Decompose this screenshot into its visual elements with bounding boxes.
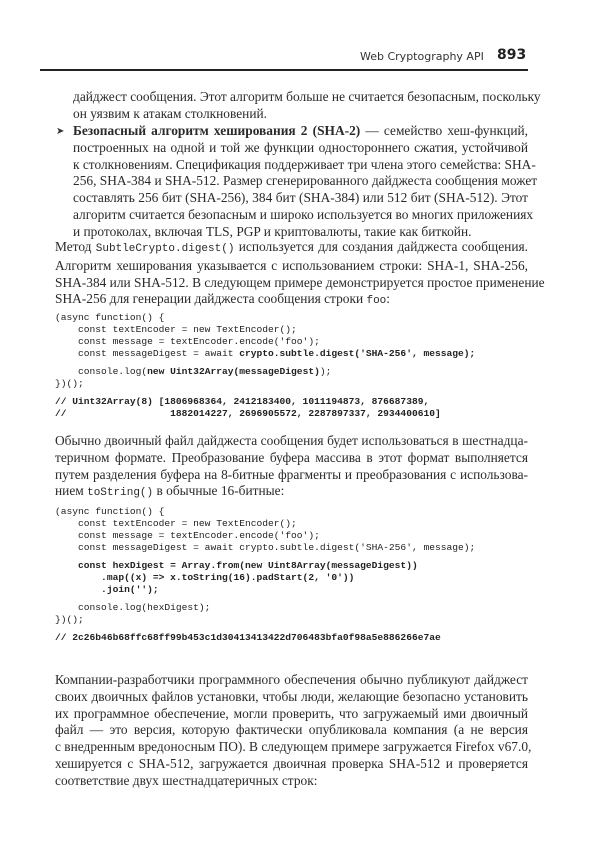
text-line bbox=[73, 140, 528, 157]
text-segment: нием bbox=[55, 483, 88, 499]
code-segment: const textEncoder = new TextEncoder(); bbox=[55, 518, 297, 529]
text-line bbox=[55, 483, 528, 502]
page-number: 893 bbox=[497, 47, 527, 63]
code-line bbox=[55, 560, 475, 572]
text-line bbox=[73, 156, 536, 174]
code-segment: })(); bbox=[55, 614, 84, 625]
code-line bbox=[55, 312, 475, 324]
paragraph-md5-end bbox=[73, 89, 541, 123]
code-segment: .join(''); bbox=[55, 584, 159, 595]
code-line bbox=[55, 348, 475, 360]
code-line bbox=[55, 366, 475, 378]
paragraph-hex-format bbox=[55, 433, 528, 502]
code-segment: // 2c26b46b68ffc68ff99b453c1d30413413422d706483bfa0f98a5e886266e7ae bbox=[55, 632, 441, 643]
text-line bbox=[73, 206, 534, 224]
code-line bbox=[55, 530, 475, 542]
code-line bbox=[55, 506, 475, 518]
text-line: файл — это версия, которую фактически опубликовала компания (а не версия bbox=[55, 722, 528, 738]
text-line: он уязвим к атакам столкновений. bbox=[73, 105, 268, 121]
code-segment: crypto.subtle.digest('SHA-256', message); bbox=[239, 348, 476, 359]
code-segment: // Uint32Array(8) [1806968364, 2412183400, 1011194873, 876687389, bbox=[55, 396, 430, 407]
code-segment: new Uint32Array(messageDigest) bbox=[147, 366, 320, 377]
text-segment: алгоритм считается безопасным и широко используется во многих приложениях bbox=[73, 206, 534, 222]
text-line bbox=[73, 190, 528, 207]
code-segment: console.log(hexDigest); bbox=[55, 602, 211, 613]
text-segment: построенных на одной и той же функции одностороннего сжатия, устойчивой bbox=[73, 139, 528, 155]
code-segment: const message = textEncoder.encode('foo'); bbox=[55, 530, 320, 541]
code-segment: })(); bbox=[55, 378, 84, 389]
text-line: SHA-384 или SHA-512. В следующем примере демонстрируется простое применение bbox=[55, 274, 545, 290]
code-line bbox=[55, 518, 475, 530]
code-block-uint32 bbox=[55, 312, 475, 420]
text-line: Обычно двоичный файл дайджеста сообщения будет использоваться в шестнадца- bbox=[55, 433, 528, 448]
text-segment: используется для создания дайджеста сообщения. bbox=[234, 239, 528, 254]
text-segment: к столкновениям. Спецификация поддерживает три члена этого семейства: SHA- bbox=[73, 156, 536, 172]
bullet-arrow-icon: ➤ bbox=[56, 126, 65, 137]
code-segment: // 1882014227, 2696905572, 2287897337, 2934400610] bbox=[55, 408, 441, 419]
text-line: Алгоритм хеширования указывается с использованием строки: SHA-1, SHA-256, bbox=[55, 257, 528, 273]
inline-code: toString() bbox=[87, 487, 154, 500]
code-segment: .map((x) => x.toString(16).padStart(2, '0')) bbox=[55, 572, 355, 583]
code-line bbox=[55, 408, 475, 420]
header-rule bbox=[40, 69, 528, 71]
code-segment: console.log( bbox=[55, 366, 148, 377]
text-segment: 256, SHA-384 и SHA-512. Размер сгенерированного дайджеста сообщения может bbox=[73, 173, 538, 189]
code-segment: ); bbox=[319, 366, 332, 377]
text-line bbox=[55, 291, 528, 310]
inline-code: foo bbox=[366, 295, 387, 308]
text-line bbox=[73, 173, 538, 190]
paragraph-digest-method bbox=[55, 239, 545, 310]
code-line bbox=[55, 324, 475, 336]
text-segment: в обычные 16-битные: bbox=[153, 483, 285, 499]
text-line: теричном формате. Преобразование буфера массива в этот формат выполняется bbox=[55, 449, 528, 465]
inline-code: SubtleCrypto.digest() bbox=[95, 243, 235, 255]
code-line bbox=[55, 632, 475, 644]
text-line: их программное обеспечение, могли проверить, что загружаемый ими двоичный bbox=[55, 705, 528, 721]
text-line: путем разделения буфера на 8-битные фрагменты и преобразования с использова- bbox=[55, 466, 528, 482]
code-line bbox=[55, 584, 475, 596]
text-segment: SHA-256 для генерации дайджеста сообщения строки bbox=[55, 291, 367, 307]
bullet-sha2 bbox=[73, 123, 538, 241]
text-line: хешируется с SHA-512, загружается двоичная проверка SHA-512 и проверяется bbox=[55, 755, 528, 771]
text-line bbox=[73, 123, 528, 140]
text-line: с внедренным вредоносным ПО). В следующем примере загружается Firefox v67.0, bbox=[55, 739, 532, 755]
code-line bbox=[55, 336, 475, 348]
code-segment: const hexDigest = Array.from(new Uint8Array(messageDigest)) bbox=[55, 560, 418, 571]
text-line: соответствие двух шестнадцатеричных строк: bbox=[55, 772, 318, 788]
code-line bbox=[55, 572, 475, 584]
chapter-title: Web Cryptography API bbox=[360, 50, 484, 63]
code-segment: const messageDigest = await bbox=[55, 348, 240, 359]
text-line bbox=[55, 239, 528, 258]
code-segment: const message = textEncoder.encode('foo'); bbox=[55, 336, 320, 347]
text-line: Компании-разработчики программного обеспечения обычно публикуют дайджест bbox=[55, 672, 528, 687]
text-segment: Метод bbox=[55, 239, 96, 254]
code-line bbox=[55, 602, 475, 614]
code-segment: (async function() { bbox=[55, 312, 165, 323]
code-segment: const messageDigest = await crypto.subtle.digest('SHA-256', message); bbox=[55, 542, 476, 553]
text-segment: и протоколах, включая TLS, PGP и криптовалюты, такие как биткойн. bbox=[73, 223, 472, 239]
code-line bbox=[55, 614, 475, 626]
text-segment: — семейство хеш-функций, bbox=[360, 123, 529, 138]
text-line: своих двоичных файлов установки, чтобы люди, желающие безопасно установить bbox=[55, 688, 528, 704]
code-segment: (async function() { bbox=[55, 506, 165, 517]
paragraph-firefox-example bbox=[55, 672, 532, 790]
bold-term: Безопасный алгоритм хеширования 2 (SHA-2) bbox=[73, 123, 361, 138]
code-line bbox=[55, 378, 475, 390]
code-line bbox=[55, 396, 475, 408]
text-line: дайджест сообщения. Этот алгоритм больше не считается безопасным, поскольку bbox=[73, 89, 541, 104]
text-segment: составлять 256 бит (SHA-256), 384 бит (SHA-384) или 512 бит (SHA-512). Этот bbox=[73, 190, 528, 206]
code-segment: const textEncoder = new TextEncoder(); bbox=[55, 324, 297, 335]
code-line bbox=[55, 542, 475, 554]
code-block-hex bbox=[55, 506, 475, 644]
text-segment: : bbox=[386, 291, 391, 307]
